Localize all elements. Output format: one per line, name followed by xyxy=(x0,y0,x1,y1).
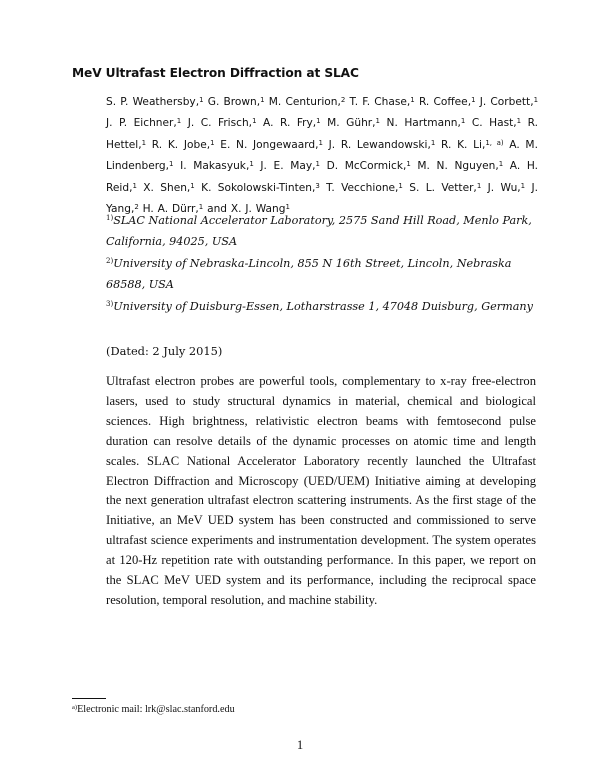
author xyxy=(327,160,411,172)
author xyxy=(409,182,481,194)
author-name: I. Makasyuk, xyxy=(180,160,250,173)
author-name: R. K. Jobe, xyxy=(151,138,211,151)
author xyxy=(327,117,380,129)
author-name: H. A. Dürr, xyxy=(142,203,199,216)
author-name: and X. J. Wang xyxy=(207,203,286,216)
author xyxy=(220,139,323,151)
author-affiliation-mark: 1 xyxy=(460,117,466,126)
author-name: N. Hartmann, xyxy=(386,117,461,130)
author xyxy=(419,96,476,108)
author xyxy=(260,160,320,172)
author-name: R. Hettel, xyxy=(106,117,538,151)
author-name: T. Vecchione, xyxy=(326,181,399,194)
author-name: G. Brown, xyxy=(207,96,261,108)
author-affiliation-mark: 1 xyxy=(533,96,539,104)
author-affiliation-mark: 3 xyxy=(315,181,320,190)
affiliation-text: SLAC National Accelerator Laboratory, 2575 Sand Hill Road, Menlo Park, California, 94025, USA xyxy=(106,214,532,249)
page-number: 1 xyxy=(296,738,304,752)
author-name: A. R. Fry, xyxy=(263,117,317,130)
affiliation-mark: 2) xyxy=(106,257,114,265)
author-affiliation-mark: 1 xyxy=(516,117,522,126)
author-name: A. M. Lindenberg, xyxy=(106,138,538,173)
author xyxy=(441,139,504,151)
author-affiliation-mark: 1 xyxy=(315,160,320,169)
footnote-mark: a) xyxy=(72,704,78,711)
author-name: X. Shen, xyxy=(143,181,191,194)
author-name: S. L. Vetter, xyxy=(409,181,477,194)
abstract: Ultrafast electron probes are powerful tools, complementary to x-ray free-electron lasers, used to study structural dynamics in material, chemical and biological sciences. High brightness, relativistic electron beams with femtosecond pulse duration can resolve details of the dynamic processes on atomic time and length scales. SLAC National Accelerator Laboratory recently launched the Ultrafast Electron Diffraction and Microscopy (UED/UEM) Initiative aiming at developing the next generation ultrafast electron scattering instruments. As the first stage of the Initiative, an MeV UED system has been constructed and commissioned to serve ultrafast science experiments and instrumentation development. The system operates at 120-Hz repetition rate with outstanding performance. In this paper, we report on the SLAC MeV UED system and its performance, including the reciprocal space resolution, temporal resolution, and machine stability. xyxy=(106,374,536,607)
footnote-rule xyxy=(72,698,106,699)
author-name: J. Corbett, xyxy=(479,96,534,108)
author-list xyxy=(106,92,538,220)
author-affiliation-mark: 1 xyxy=(190,181,195,190)
author xyxy=(106,96,204,108)
author-name: A. H. Reid, xyxy=(106,160,538,194)
author-affiliation-mark: 1 xyxy=(316,117,321,126)
author xyxy=(188,117,257,129)
author-affiliation-mark: 1 xyxy=(498,160,504,169)
author xyxy=(329,139,436,151)
author xyxy=(326,182,403,194)
date-line: (Dated: 2 July 2015) xyxy=(106,344,223,358)
author xyxy=(263,117,321,129)
affiliation-mark: 1) xyxy=(106,214,114,222)
author xyxy=(180,160,254,172)
author-name: K. Sokolowski-Tinten, xyxy=(201,181,316,194)
author-name: E. N. Jongewaard, xyxy=(220,138,319,151)
author xyxy=(350,96,415,108)
author xyxy=(480,96,538,108)
author-name: C. Hast, xyxy=(471,117,517,130)
paper-title: MeV Ultrafast Electron Diffraction at SLAC xyxy=(72,66,359,80)
affiliation-text: University of Nebraska-Lincoln, 855 N 16th Street, Lincoln, Nebraska 68588, USA xyxy=(106,257,512,292)
author-affiliation-mark: 1 xyxy=(260,96,265,104)
affiliation-3 xyxy=(106,296,536,317)
author-affiliation-mark: 1 xyxy=(410,96,415,104)
author xyxy=(417,160,503,172)
author-affiliation-mark: 1 xyxy=(169,160,174,169)
author-name: S. P. Weathersby, xyxy=(106,96,200,108)
author-affiliation-mark: 1 xyxy=(176,117,182,126)
author xyxy=(472,117,521,129)
affiliation-text: University of Duisburg-Essen, Lotharstrasse 1, 47048 Duisburg, Germany xyxy=(113,300,533,313)
author xyxy=(208,96,265,108)
footnote-text: Electronic mail: lrk@slac.stanford.edu xyxy=(77,704,235,715)
author-affiliation-mark: 1, a) xyxy=(485,138,504,147)
author-affiliation-mark: 1 xyxy=(285,203,290,212)
author-affiliation-mark: 1 xyxy=(406,160,411,169)
author xyxy=(143,182,194,194)
author xyxy=(201,182,320,194)
author-affiliation-mark: 1 xyxy=(318,138,323,147)
author-name: J. R. Lewandowski, xyxy=(328,138,431,151)
author-name: R. Coffee, xyxy=(418,96,472,108)
footnote xyxy=(72,704,235,715)
author-affiliation-mark: 1 xyxy=(476,181,482,190)
author xyxy=(488,182,526,194)
author-name: T. F. Chase, xyxy=(349,96,411,108)
author-affiliation-mark: 1 xyxy=(210,138,215,147)
author xyxy=(152,139,215,151)
author-name: M. N. Nguyen, xyxy=(417,160,499,173)
author-affiliation-mark: 1 xyxy=(252,117,257,126)
author-affiliation-mark: 1 xyxy=(375,117,380,126)
author xyxy=(106,117,181,129)
author-name: J. Wu, xyxy=(487,181,521,194)
affiliation-2 xyxy=(106,253,536,296)
author-name: J. Yang, xyxy=(106,181,538,216)
author-name: J. C. Frisch, xyxy=(187,117,253,130)
author-name: M. Centurion, xyxy=(268,96,341,108)
author-name: M. Gühr, xyxy=(327,117,376,130)
author-affiliation-mark: 2 xyxy=(134,203,139,212)
author-name: D. McCormick, xyxy=(326,160,407,173)
author xyxy=(387,117,466,129)
affiliation-1 xyxy=(106,210,536,253)
author-name: R. K. Li, xyxy=(441,138,486,151)
author-affiliation-mark: 1 xyxy=(520,181,526,190)
affiliation-mark: 3) xyxy=(106,300,114,308)
author-affiliation-mark: 1 xyxy=(132,181,137,190)
author-affiliation-mark: 1 xyxy=(199,96,204,104)
author-affiliation-mark: 1 xyxy=(198,203,204,212)
author-name: J. E. May, xyxy=(260,160,316,173)
author-affiliation-mark: 2 xyxy=(340,96,346,104)
author-affiliation-mark: 1 xyxy=(430,138,436,147)
author xyxy=(269,96,346,108)
author-affiliation-mark: 1 xyxy=(398,181,403,190)
author-affiliation-mark: 1 xyxy=(249,160,254,169)
author-affiliation-mark: 1 xyxy=(141,138,147,147)
author-affiliation-mark: 1 xyxy=(471,96,476,104)
author-name: J. P. Eichner, xyxy=(106,117,177,130)
